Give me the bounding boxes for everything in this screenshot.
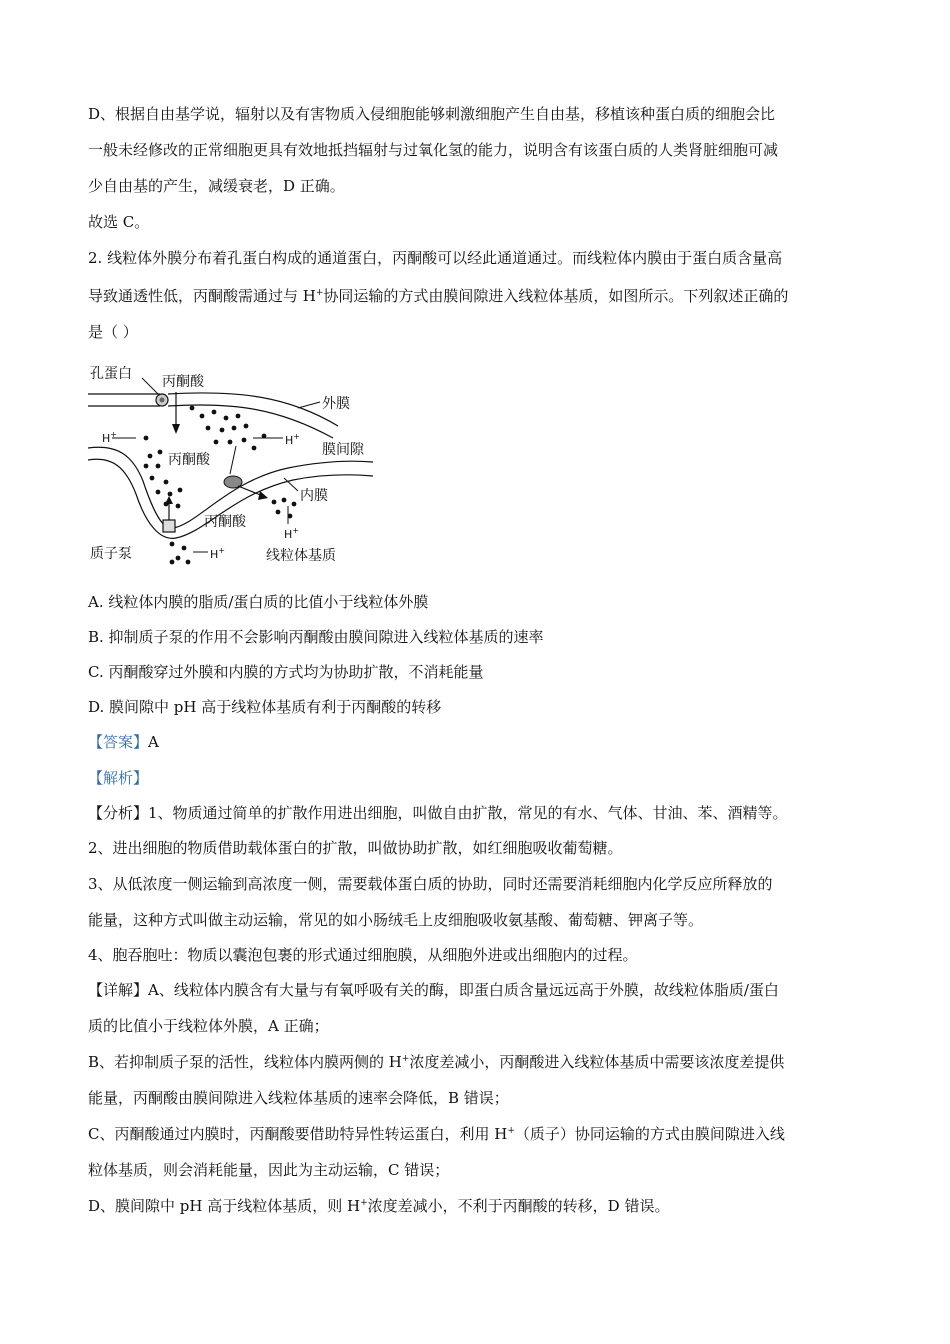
proton-pump-icon — [163, 520, 175, 532]
question-stem-line3: 是（ ） — [88, 323, 138, 341]
analysis-line: 【详解】A、线粒体内膜含有大量与有氧呼吸有关的酶，即蛋白质含量远远高于外膜，故线粒体脂质/蛋白 — [88, 981, 779, 999]
analysis-line: 3、从低浓度一侧运输到高浓度一侧，需要载体蛋白质的协助，同时还需要消耗细胞内化学反应所释放的 — [88, 875, 773, 893]
label-h-right: H+ — [285, 432, 300, 447]
option-b: B. 抑制质子泵的作用不会影响丙酮酸由膜间隙进入线粒体基质的速率 — [88, 628, 544, 646]
text-line: 一般未经修改的正常细胞更具有效地抵挡辐射与过氧化氢的能力，说明含有该蛋白质的人类肾脏细胞可减 — [88, 141, 779, 159]
detail-b-line1: B、若抑制质子泵的活性，线粒体内膜两侧的 H+浓度差减小，丙酮酸进入线粒体基质中需要该浓度差提供 — [88, 1053, 785, 1071]
mitochondria-membrane-diagram — [88, 356, 378, 571]
analysis-label: 【解析】 — [88, 769, 149, 787]
label-h-left: H+ — [102, 430, 117, 445]
text-line: 少自由基的产生，减缓衰老，D 正确。 — [88, 177, 345, 195]
label-pyruvate-bottom: 丙酮酸 — [204, 514, 246, 530]
label-outer-membrane: 外膜 — [322, 396, 350, 412]
text-line: 故选 C。 — [88, 213, 150, 231]
option-d: D. 膜间隙中 pH 高于线粒体基质有利于丙酮酸的转移 — [88, 698, 442, 716]
option-a: A. 线粒体内膜的脂质/蛋白质的比值小于线粒体外膜 — [88, 593, 429, 611]
analysis-line: 2、进出细胞的物质借助载体蛋白的扩散，叫做协助扩散，如红细胞吸收葡萄糖。 — [88, 839, 623, 857]
detail-b-line2: 能量，丙酮酸由膜间隙进入线粒体基质的速率会降低，B 错误； — [88, 1089, 509, 1107]
answer-value: A — [148, 733, 159, 751]
label-matrix: 线粒体基质 — [266, 548, 336, 564]
label-h-bottom: H+ — [210, 546, 225, 561]
label-h-bottom-right: H+ — [284, 526, 299, 541]
answer-line — [88, 732, 159, 752]
text-line: D、根据自由基学说，辐射以及有害物质入侵细胞能够刺激细胞产生自由基，移植该种蛋白质的细胞会比 — [88, 105, 776, 123]
answer-label: 【答案】 — [88, 733, 149, 751]
detail-d-line: D、膜间隙中 pH 高于线粒体基质，则 H+浓度差减小，不利于丙酮酸的转移，D 错误。 — [88, 1197, 670, 1215]
analysis-line: 能量，这种方式叫做主动运输，常见的如小肠绒毛上皮细胞吸收氨基酸、葡萄糖、钾离子等。 — [88, 911, 704, 929]
label-porin: 孔蛋白 — [90, 366, 132, 382]
label-pyruvate-top: 丙酮酸 — [162, 374, 204, 390]
label-proton-pump: 质子泵 — [90, 546, 132, 562]
label-intermembrane: 膜间隙 — [322, 442, 364, 458]
label-inner-membrane: 内膜 — [300, 488, 328, 504]
detail-c-line1: C、丙酮酸通过内膜时，丙酮酸要借助特异性转运蛋白，利用 H+（质子）协同运输的方式由膜间隙进入线 — [88, 1125, 785, 1143]
question-stem: 2. 线粒体外膜分布着孔蛋白构成的通道蛋白，丙酮酸可以经此通道通过。而线粒体内膜由于蛋白质含量高 — [88, 249, 783, 267]
analysis-line: 4、胞吞胞吐：物质以囊泡包裹的形式通过细胞膜，从细胞外进或出细胞内的过程。 — [88, 946, 638, 964]
option-c: C. 丙酮酸穿过外膜和内膜的方式均为协助扩散，不消耗能量 — [88, 663, 484, 681]
question-stem-line2: 导致通透性低，丙酮酸需通过与 H+协同运输的方式由膜间隙进入线粒体基质，如图所示。下列叙述正确的 — [88, 287, 789, 305]
detail-c-line2: 粒体基质，则会消耗能量，因此为主动运输，C 错误； — [88, 1161, 450, 1179]
analysis-line: 【分析】1、物质通过简单的扩散作用进出细胞，叫做自由扩散，常见的有水、气体、甘油、苯、酒精等。 — [88, 804, 788, 822]
analysis-line: 质的比值小于线粒体外膜，A 正确； — [88, 1017, 329, 1035]
label-pyruvate-mid: 丙酮酸 — [168, 452, 210, 468]
